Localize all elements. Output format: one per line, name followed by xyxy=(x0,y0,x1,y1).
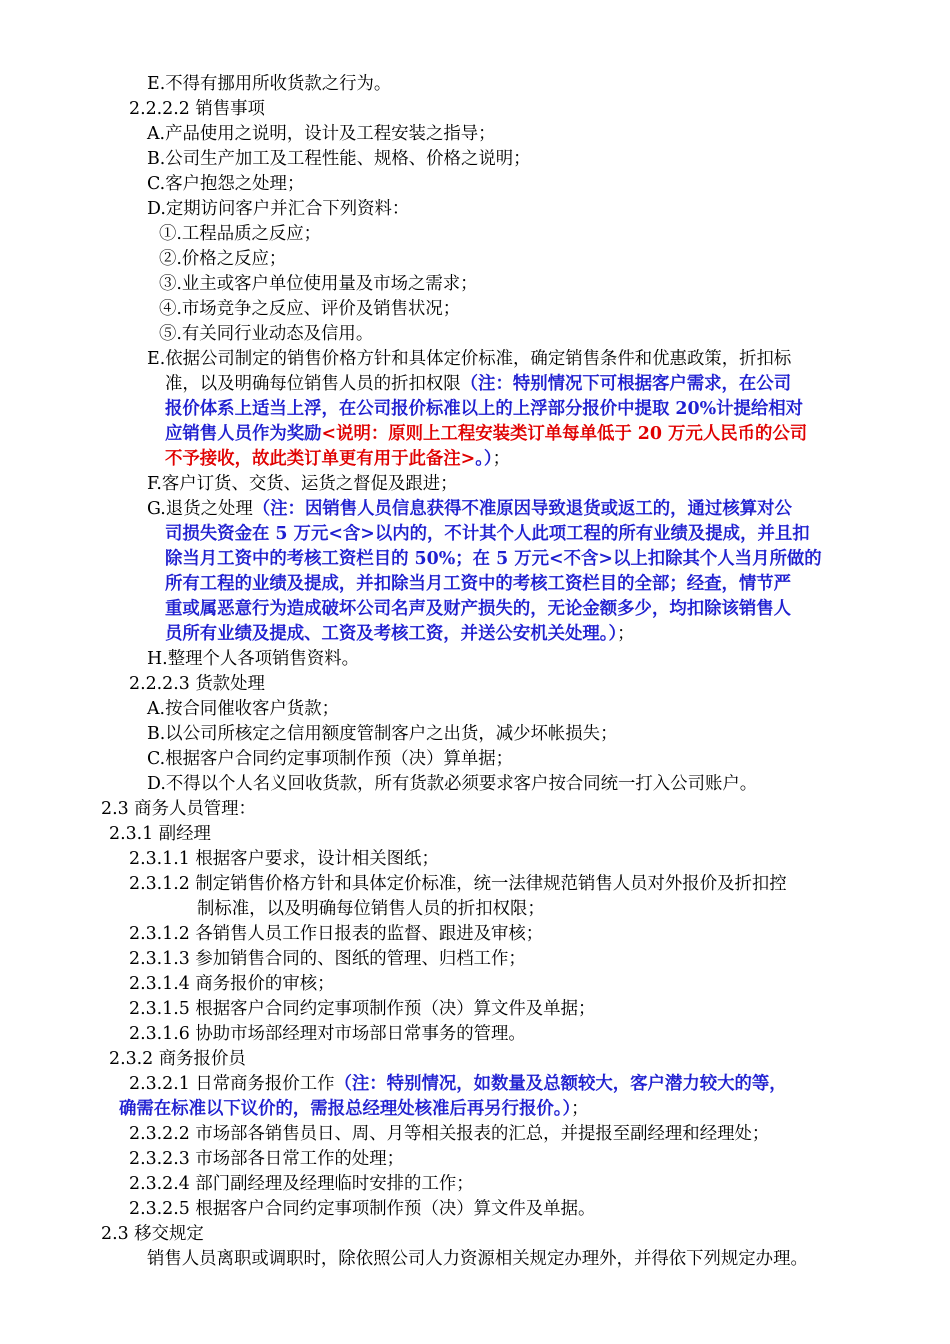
line-4: B.公司生产加工及工程性能、规格、价格之说明； xyxy=(147,149,531,169)
heading-2-3-1: 2.3.1 副经理 xyxy=(109,824,211,844)
line-29: D.不得以个人名义回收货款，所有货款必须要求客户按合同统一打入公司账户。 xyxy=(147,774,758,794)
line-38: 2.3.1.5 根据客户合同约定事项制作预（决）算文件及单据； xyxy=(129,999,596,1019)
line-19: 司损失资金在 5 万元<含>以内的，不计其个人此项工程的所有业绩及提成，并且扣 xyxy=(165,524,810,544)
line-45: 2.3.2.4 部门副经理及经理临时安排的工作； xyxy=(129,1174,474,1194)
line-39: 2.3.1.6 协助市场部经理对市场部日常事务的管理。 xyxy=(129,1024,526,1044)
line-20: 除当月工资中的考核工资栏目的 50%；在 5 万元<不含>以上扣除其个人当月所做的 xyxy=(165,549,822,569)
line-43: 2.3.2.2 市场部各销售员日、周、月等相关报表的汇总，并提报至副经理和经理处； xyxy=(129,1124,770,1144)
line-35: 2.3.1.2 各销售人员工作日报表的监督、跟进及审核； xyxy=(129,924,544,944)
line-32: 2.3.1.1 根据客户要求，设计相关图纸； xyxy=(129,849,439,869)
line-9: ③.业主或客户单位使用量及市场之需求； xyxy=(159,274,478,294)
heading-2-2-2-2: 2.2.2.2 销售事项 xyxy=(129,99,265,119)
line-36: 2.3.1.3 参加销售合同的、图纸的管理、归档工作； xyxy=(129,949,526,969)
line-42: 确需在标准以下议价的，需报总经理处核准后再另行报价。）； xyxy=(119,1099,589,1119)
line-7: ①.工程品质之反应； xyxy=(159,224,322,244)
line-23: 员所有业绩及提成、工资及考核工资，并送公安机关处理。）； xyxy=(165,624,635,644)
line-13: 准，以及明确每位销售人员的折扣权限（注：特别情况下可根据客户需求，在公司 xyxy=(165,374,792,394)
line-26: A.按合同催收客户货款； xyxy=(147,699,339,719)
heading-2-2-2-3: 2.2.2.3 货款处理 xyxy=(129,674,265,694)
line-8: ②.价格之反应； xyxy=(159,249,287,269)
line-10: ④.市场竞争之反应、评价及销售状况； xyxy=(159,299,461,319)
line-16: 不予接收，故此类订单更有用于此备注>。）； xyxy=(165,449,511,469)
line-33: 2.3.1.2 制定销售价格方针和具体定价标准，统一法律规范销售人员对外报价及折扣控 xyxy=(129,874,787,894)
heading-2-3-2: 2.3.2 商务报价员 xyxy=(109,1049,246,1069)
line-22: 重或属恶意行为造成破坏公司名声及财产损失的，无论金额多少，均扣除该销售人 xyxy=(165,599,792,619)
line-24: H.整理个人各项销售资料。 xyxy=(147,649,359,669)
line-27: B.以公司所核定之信用额度管制客户之出货，减少坏帐损失； xyxy=(147,724,618,744)
line-46: 2.3.2.5 根据客户合同约定事项制作预（决）算文件及单据。 xyxy=(129,1199,596,1219)
heading-2-3: 2.3 商务人员管理： xyxy=(101,799,256,819)
line-37: 2.3.1.4 商务报价的审核； xyxy=(129,974,335,994)
line-6: D.定期访问客户并汇合下列资料： xyxy=(147,199,410,219)
line-14: 报价体系上适当上浮，在公司报价标准以上的上浮部分报价中提取 20%计提给相对 xyxy=(165,399,804,419)
line-11: ⑤.有关同行业动态及信用。 xyxy=(159,324,374,344)
line-48: 销售人员离职或调职时，除依照公司人力资源相关规定办理外，并得依下列规定办理。 xyxy=(147,1249,808,1269)
line-41: 2.3.2.1 日常商务报价工作（注：特别情况，如数量及总额较大，客户潜力较大的等， xyxy=(129,1074,787,1094)
line-17: F.客户订货、交货、运货之督促及跟进； xyxy=(147,474,458,494)
line-3: A.产品使用之说明，设计及工程安装之指导； xyxy=(147,124,496,144)
line-5: C.客户抱怨之处理； xyxy=(147,174,305,194)
line-34: 制标准，以及明确每位销售人员的折扣权限； xyxy=(197,899,545,919)
line-44: 2.3.2.3 市场部各日常工作的处理； xyxy=(129,1149,405,1169)
line-18: G.退货之处理（注：因销售人员信息获得不准原因导致退货或返工的，通过核算对公 xyxy=(147,499,792,519)
line-12: E.依据公司制定的销售价格方针和具体定价标准，确定销售条件和优惠政策，折扣标 xyxy=(147,349,792,369)
line-15: 应销售人员作为奖励<说明：原则上工程安装类订单每单低于 20 万元人民币的公司 xyxy=(165,424,808,444)
heading-2-3-transfer: 2.3 移交规定 xyxy=(101,1224,204,1244)
line-28: C.根据客户合同约定事项制作预（决）算单据； xyxy=(147,749,514,769)
line-21: 所有工程的业绩及提成，并扣除当月工资中的考核工资栏目的全部；经查，情节严 xyxy=(165,574,792,594)
line-1: E.不得有挪用所收货款之行为。 xyxy=(147,74,392,94)
